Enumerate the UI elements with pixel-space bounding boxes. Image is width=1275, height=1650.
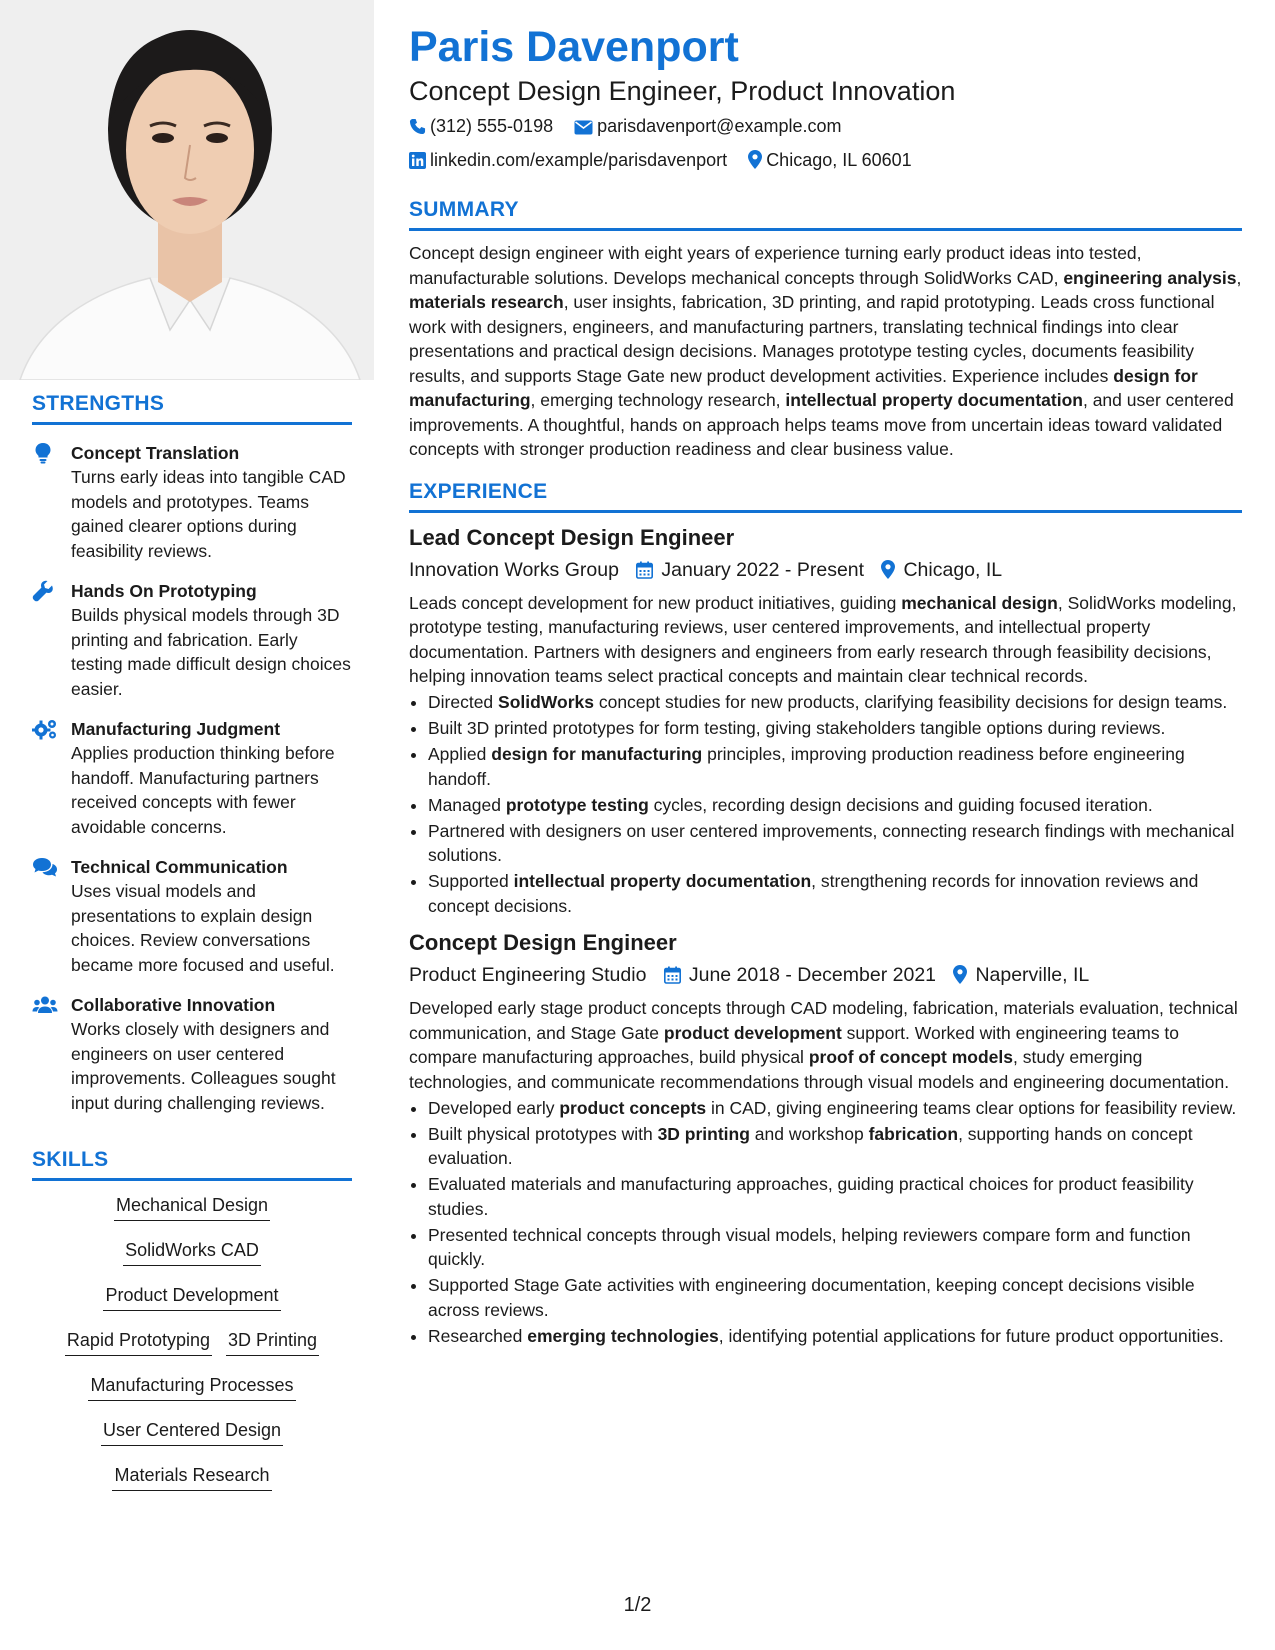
job-bullets xyxy=(409,1096,1242,1349)
skill-tag: SolidWorks CAD xyxy=(123,1238,261,1266)
job-dates: January 2022 - Present xyxy=(636,555,864,585)
job-meta xyxy=(409,555,1242,585)
email-contact[interactable] xyxy=(574,110,841,142)
map-pin-icon xyxy=(881,560,895,579)
map-pin-icon xyxy=(953,965,967,984)
phone-text: (312) 555-0198 xyxy=(430,116,554,136)
wrench-icon xyxy=(32,580,58,602)
lightbulb-icon xyxy=(32,442,58,464)
summary-section xyxy=(409,198,1242,462)
job-location: Chicago, IL xyxy=(881,555,1002,585)
strength-description: Applies production thinking before handoff. Manufacturing partners received concepts with fewer avoidable concerns. xyxy=(71,743,335,837)
job-description: Leads concept development for new product initiatives, guiding mechanical design, SolidWorks modeling, prototype testing, manufacturing reviews, user centered improvements, and intellectual property documentation. Partners with designers and engineers from early research through feasibility decisions, helping innovation teams select practical concepts and maintain clear technical records. xyxy=(409,592,1237,686)
list-item: • Partnered with designers on user centered improvements, connecting research findings with mechanical solutions. xyxy=(428,819,1242,868)
skills-section xyxy=(32,1148,352,1508)
strength-item xyxy=(32,717,352,839)
job-entry xyxy=(409,523,1242,919)
skills-heading: SKILLS xyxy=(32,1148,352,1181)
summary-heading: SUMMARY xyxy=(409,198,1242,231)
summary-text: Concept design engineer with eight years of experience turning early product ideas into tested, manufacturable solutions. Develops mechanical concepts through SolidWorks CAD, engineering analysis, materials research, user insights, fabrication, 3D printing, and rapid prototyping. Leads cross functional work with designers, engineers, and manufacturing partners, translating technical findings into clear presentations and practical design decisions. Manages prototype testing cycles, documents feasibility results, and supports Stage Gate new product development activities. Experience includes design for manufacturing, emerging technology research, intellectual property documentation, and user centered improvements. A thoughtful, hands on approach helps teams move from uncertain ideas toward validated concepts with stronger production readiness and clear business value. xyxy=(409,243,1242,459)
email-link[interactable]: parisdavenport@example.com xyxy=(597,116,842,136)
strength-description: Builds physical models through 3D printing and fabrication. Early testing made difficult design choices easier. xyxy=(71,605,351,699)
strength-item xyxy=(32,993,352,1115)
calendar-icon xyxy=(636,561,653,579)
skill-tag: 3D Printing xyxy=(226,1328,319,1356)
experience-section xyxy=(409,480,1242,1349)
list-item: • Presented technical concepts through visual models, helping reviewers compare form and function quickly. xyxy=(428,1223,1242,1272)
experience-heading: EXPERIENCE xyxy=(409,480,1242,513)
contact-row xyxy=(409,144,1242,176)
map-pin-icon xyxy=(748,150,762,169)
users-icon xyxy=(32,994,58,1016)
job-dates: June 2018 - December 2021 xyxy=(664,960,936,990)
strengths-heading: STRENGTHS xyxy=(32,392,352,425)
skill-tag: Mechanical Design xyxy=(114,1193,270,1221)
list-item: • Directed SolidWorks concept studies for new products, clarifying feasibility decisions for design teams. xyxy=(428,690,1242,715)
job-bullets xyxy=(409,690,1242,918)
skill-tag: User Centered Design xyxy=(101,1418,283,1446)
candidate-role: Concept Design Engineer, Product Innovation xyxy=(409,76,956,106)
contact-row xyxy=(409,110,1242,142)
main-content xyxy=(409,20,1242,1348)
strength-item xyxy=(32,855,352,977)
list-item: • Applied design for manufacturing principles, improving production readiness before engineering handoff. xyxy=(428,742,1242,791)
strength-title: Technical Communication xyxy=(71,857,288,877)
company-name: Innovation Works Group xyxy=(409,558,619,581)
sidebar xyxy=(0,0,384,1650)
profile-photo xyxy=(0,0,374,380)
list-item: • Supported Stage Gate activities with engineering documentation, keeping concept decisions visible across reviews. xyxy=(428,1273,1242,1322)
skill-tag: Product Development xyxy=(103,1283,280,1311)
phone-icon xyxy=(409,118,426,135)
linkedin-link[interactable]: linkedin.com/example/parisdavenport xyxy=(430,150,728,170)
strength-item xyxy=(32,579,352,701)
strength-title: Manufacturing Judgment xyxy=(71,719,281,739)
list-item: • Built 3D printed prototypes for form testing, giving stakeholders tangible options during reviews. xyxy=(428,716,1242,741)
chat-bubbles-icon xyxy=(32,856,58,878)
phone-contact xyxy=(409,110,553,142)
job-title: Lead Concept Design Engineer xyxy=(409,524,735,550)
calendar-icon xyxy=(664,966,681,984)
job-entry xyxy=(409,928,1242,1348)
location-contact xyxy=(748,144,911,176)
list-item: • Developed early product concepts in CAD, giving engineering teams clear options for feasibility review. xyxy=(428,1096,1242,1121)
list-item: • Built physical prototypes with 3D printing and workshop fabrication, supporting hands on concept evaluation. xyxy=(428,1122,1242,1171)
gears-icon xyxy=(32,718,58,740)
company-name: Product Engineering Studio xyxy=(409,964,647,986)
job-location: Naperville, IL xyxy=(953,960,1089,990)
strength-title: Hands On Prototyping xyxy=(71,581,257,601)
strength-title: Concept Translation xyxy=(71,443,240,463)
skill-tag: Materials Research xyxy=(112,1463,271,1491)
candidate-name: Paris Davenport xyxy=(409,23,739,71)
job-title: Concept Design Engineer xyxy=(409,930,677,955)
skills-list xyxy=(32,1193,352,1508)
strength-title: Collaborative Innovation xyxy=(71,995,276,1015)
strength-item xyxy=(32,441,352,563)
job-description: Developed early stage product concepts through CAD modeling, fabrication, materials evaluation, technical communication, and Stage Gate product development support. Worked with engineering teams to compare manufacturing approaches, build physical proof of concept models, study emerging technologies, and communicate recommendations through visual models and engineering documentation. xyxy=(409,998,1238,1092)
strengths-section xyxy=(32,392,352,1115)
strength-description: Works closely with designers and engineers on user centered improvements. Colleagues sought input during challenging reviews. xyxy=(71,1019,336,1113)
envelope-icon xyxy=(574,120,593,135)
list-item: • Managed prototype testing cycles, recording design decisions and guiding focused iteration. xyxy=(428,793,1242,818)
page-number: 1/2 xyxy=(623,1594,652,1616)
strength-description: Uses visual models and presentations to explain design choices. Review conversations became more focused and useful. xyxy=(71,881,335,975)
skill-tag: Rapid Prototyping xyxy=(65,1328,212,1356)
job-meta xyxy=(409,960,1242,990)
list-item: • Researched emerging technologies, identifying potential applications for future product opportunities. xyxy=(428,1324,1242,1349)
linkedin-contact[interactable] xyxy=(409,144,727,176)
list-item: • Supported intellectual property documentation, strengthening records for innovation reviews and concept decisions. xyxy=(428,869,1242,918)
list-item: • Evaluated materials and manufacturing approaches, guiding practical choices for product feasibility studies. xyxy=(428,1172,1242,1221)
linkedin-icon xyxy=(409,152,426,169)
strength-description: Turns early ideas into tangible CAD models and prototypes. Teams gained clearer options during feasibility reviews. xyxy=(71,467,346,561)
skill-tag: Manufacturing Processes xyxy=(88,1373,295,1401)
location-text: Chicago, IL 60601 xyxy=(766,150,912,170)
